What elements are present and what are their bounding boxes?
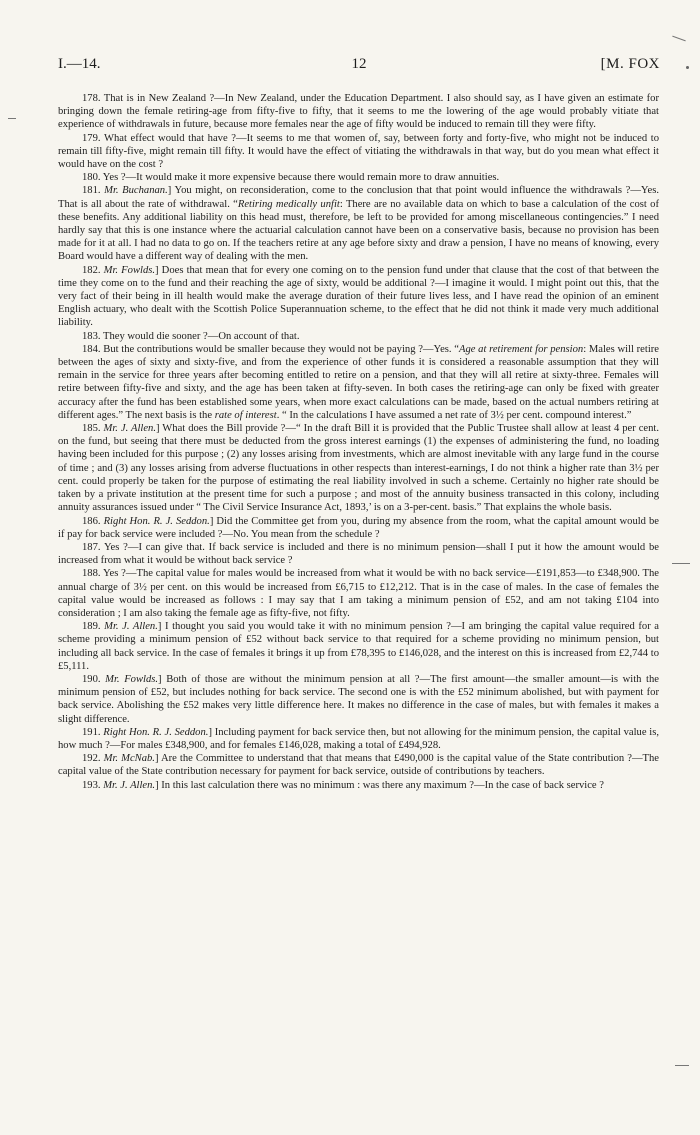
paragraph-192: 192. Mr. McNab.] Are the Committee to understand that that means that £490,000 is the capital value of the State contribution ?—The capital value of the State contribution necessary for payment for back service, outside of contributions by teachers. (58, 753, 660, 778)
speaker-name: Mr. Buchanan. (104, 185, 168, 197)
paragraph-186: 186. Right Hon. R. J. Seddon.] Did the Committee get from you, during my absence from the room, what the capital amount would be if pay for back service were included ?—No. You mean from the schedule ? (58, 515, 660, 540)
document-body (58, 92, 659, 792)
speaker-name: Mr. Fowlds. (105, 673, 159, 685)
speaker-name: Right Hon. R. J. Seddon. (103, 515, 210, 527)
speaker-name: Mr. J. Allen. (103, 423, 157, 435)
margin-mark (675, 1065, 689, 1066)
paragraph-191: 191. Right Hon. R. J. Seddon.] Including payment for back service then, but not allowing for the minimum pension, the capital value is, how much ?—For males £348,900, and for females £146,028, making a total of £494,928. (58, 726, 660, 751)
paragraph-190: 190. Mr. Fowlds.] Both of those are without the minimum pension at all ?—The first amount—the smaller amount—is with the minimum pension of £52, but includes nothing for back service. The second one is with the £52 minimum abolished, but with payment for back service. Abolishing the £52 makes very little difference here. It makes no difference in the case of males, but with females it makes a slight difference. (58, 673, 659, 725)
paragraph-183: 183. They would die sooner ?—On account of that. (82, 330, 300, 342)
paragraph-179: 179. What effect would that have ?—It seems to me that women of, say, between forty and forty-five, who might not be induced to remain till fifty-five, might remain till fifty. It would have the effect of vitiating the withdrawals in that way, but do you mean what effect it would have on the cost ? (58, 132, 659, 171)
paragraph-189: 189. Mr. J. Allen.] I thought you said you would take it with no minimum pension ?—I am bringing the capital value required for a scheme providing a minimum pension of £52 without back service to that required for a scheme providing no minimum pension, but including all back service. In the case of females it brings it up from £78,395 to £146,028, and the interest on this is increased from £2,744 to £5,111. (58, 621, 660, 672)
quoted-heading: Age at retirement for pension (458, 343, 584, 355)
margin-mark (8, 118, 16, 119)
paragraph-180: 180. Yes ?—It would make it more expensive because there would remain more to draw annuities. (82, 172, 500, 184)
speaker-name: Mr. J. Allen. (104, 621, 158, 633)
quoted-heading: Retiring medically unfit (237, 198, 340, 210)
speaker-name: Mr. Fowlds. (103, 264, 156, 276)
speaker-name: Mr. J. Allen. (103, 779, 156, 791)
speaker-name: Mr. McNab. (103, 753, 155, 765)
speaker-name: Right Hon. R. J. Seddon. (103, 726, 209, 738)
witness-name: [M. FOX (600, 56, 660, 72)
margin-mark (672, 36, 685, 42)
margin-dot (686, 66, 689, 69)
paragraph-181: 181. Mr. Buchanan.] You might, on reconsideration, come to the conclusion that that point would influence the withdrawals ?—Yes. That is all about the rate of withdrawal. “Retiring medically unfit: There are no available data on which to base a calculation of the cost of these benefits. Any additional liability on this head must, therefore, be left to be provided for among miscellaneous contingencies.” I need hardly say that this is one instance where the actuarial calculation cannot have been on a conservative basis, because no provision has been made for it at all. I had no data to go on. If the teachers retire at any age before sixty and draw a pension, I have no means of knowing, every Board would have a different way of dealing with the men. (58, 185, 659, 263)
document-reference: I.—14. (58, 56, 101, 72)
paragraph-182: 182. Mr. Fowlds.] Does that mean that for every one coming on to the pension fund under that clause that the cost of that between the time they come on to the fund and their reaching the age of sixty, would be additional ?—I imagine it would. I might point out this, that the very fact of their being in ill health would make the average duration of their future lives less, and I have read the opinion of an eminent English actuary, who dealt with the Scottish Police Superannuation scheme, to the effect that he did not think it made very much additional liability. (58, 264, 660, 329)
paragraph-187: 187. Yes ?—I can give that. If back service is included and there is no minimum pension—shall I put it how the amount would be increased from what it would be without back service ? (58, 541, 659, 567)
quoted-heading: rate of interest (214, 409, 277, 421)
paragraph-193: 193. Mr. J. Allen.] In this last calculation there was no minimum : was there any maximum ?—In the case of back service ? (82, 779, 604, 791)
margin-mark (672, 563, 690, 564)
page-number: 12 (351, 56, 367, 72)
paragraph-185: 185. Mr. J. Allen.] What does the Bill provide ?—“ In the draft Bill it is provided that the Public Trustee shall allow at least 4 per cent. on the fund, but seeing that there must be deducted from the gross interest earnings (1) the expenses of administering the fund, no loading having been included for this purpose ; (2) any losses arising from investments, which are almost inevitable with any large fund in the course of time ; and (3) any losses arising from adverse fluctuations in other respects than interest-earnings, I do not think a higher rate than 3½ per cent. could properly be taken for the purpose of estimating the real liability involved in such a scheme. Certainly no higher rate should be taken by a private institution at the present time for such a purpose ; and most of the annuity business transacted in this colony, including annuity assurances issued under “ The Civil Service Insurance Act, 1893,’ is on a 3-per-cent. basis.” That explains the whole basis. (58, 423, 659, 514)
paragraph-188: 188. Yes ?—The capital value for males would be increased from what it would be with no back service—£191,853—to £348,900. The annual charge of 3½ per cent. on this would be increased from £6,715 to £12,212. That is in the case of males. In the case of females the capital value would be increased as follows : I may say that I am taking a minimum pension of £52, and am not taking £104 into consideration ; I am also taking the female age as fifty-five, not fifty. (58, 568, 659, 619)
paragraph-178: 178. That is in New Zealand ?—In New Zealand, under the Education Department. I also should say, as I have given an estimate for bringing down the female retiring-age from fifty-five to fifty, that it seems to me the lowering of the age would probably vitiate that experience of withdrawals in future, because more females near the age of fifty would be induced to remain till they were fifty. (58, 93, 659, 131)
page-header (58, 56, 660, 76)
paragraph-184: 184. But the contributions would be smaller because they would not be paying ?—Yes. “Age at retirement for pension: Males will retire between the ages of sixty and sixty-five, and from the experience of other funds it is considered a reasonable assumption that they will remain in the service for three years after becoming entitled to retire on a pension, and that they will all retire at sixty-three. Females will retire between fifty-five and sixty, and the age has been taken at fifty-seven. In both cases the retiring-age can only be fixed with greater accuracy after the fund has been established some years, when more exact calculations can be made, based on the actual numbers retiring at different ages.” The next basis is the rate of interest. “ In the calculations I have assumed a net rate of 3½ per cent. compound interest.” (58, 343, 659, 421)
